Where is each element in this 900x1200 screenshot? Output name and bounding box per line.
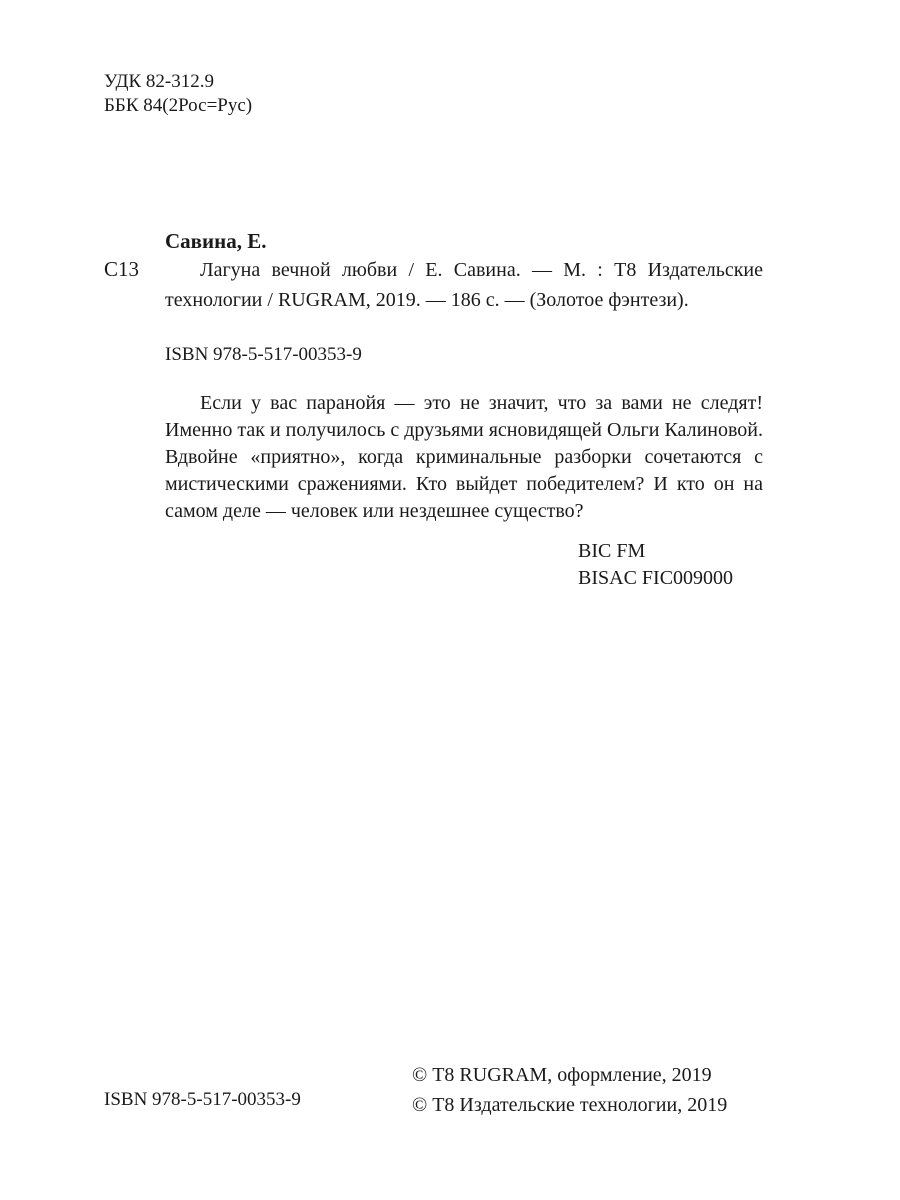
- copyright-publisher: © Т8 Издательские технологии, 2019: [412, 1094, 728, 1116]
- isbn-bottom: ISBN 978-5-517-00353-9: [104, 1089, 301, 1110]
- classification-codes: [104, 70, 252, 118]
- bbk-code: ББК 84(2Рос=Рус): [104, 95, 253, 116]
- annotation: Если у вас паранойя — это не значит, что за вами не следят! Именно так и получилось с друзьями ясновидящей Ольги Калиновой. Вдвойне «приятно», когда криминальные разборки сочетаются с мистическими сражениями. Кто выйдет победителем? И кто он на самом деле — человек или нездешнее существо?: [165, 392, 763, 522]
- author-heading: Савина, Е.: [165, 229, 267, 253]
- bic-code: BIC FM: [578, 540, 646, 562]
- bisac-code: BISAC FIC009000: [578, 567, 734, 589]
- isbn-top: ISBN 978-5-517-00353-9: [165, 344, 362, 365]
- copyright-design: © Т8 RUGRAM, оформление, 2019: [412, 1064, 712, 1086]
- copyright-block: [412, 1060, 727, 1120]
- author-mark: С13: [104, 257, 140, 281]
- subject-codes: [578, 538, 733, 592]
- udk-code: УДК 82-312.9: [104, 71, 214, 92]
- bibliographic-description: Лагуна вечной любви / Е. Савина. — М. : Т8 Издательские технологии / RUGRAM, 2019. — 186 с. — (Золотое фэнтези).: [165, 259, 763, 311]
